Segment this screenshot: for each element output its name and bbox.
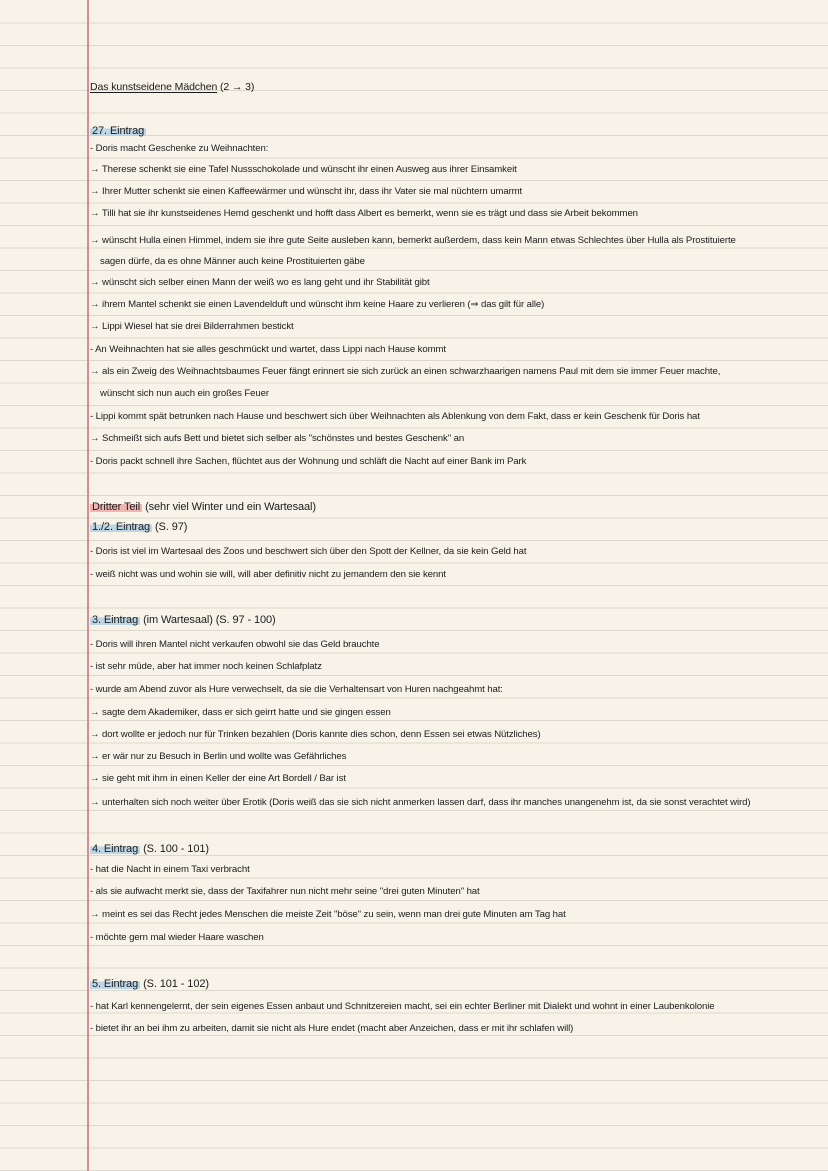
section-pages: (S. 100 - 101) [143,843,209,855]
note-line: → Ihrer Mutter schenkt sie einen Kaffeewärmer und wünscht ihr, dass ihr Vater sie mal nüchtern umarmt [90,186,523,197]
note-line: - Doris will ihren Mantel nicht verkaufen obwohl sie das Geld brauchte [90,639,380,650]
section-pages: (S. 97) [154,521,188,533]
part-subtitle: (sehr viel Winter und ein Wartesaal) [145,501,316,513]
note-line: sagen dürfe, da es ohne Männer auch keine Prostituierten gäbe [100,256,365,267]
note-line: - Doris macht Geschenke zu Weihnachten: [90,143,269,154]
note-line: → ihrem Mantel schenkt sie einen Lavendelduft und wünscht ihm keine Haare zu verlieren (⇒ das gilt für alle) [90,299,545,310]
note-line: → Schmeißt sich aufs Bett und bietet sich selber als "schönstes und bestes Geschenk" an [90,433,465,444]
page-title [90,80,254,94]
note-line: - wurde am Abend zuvor als Hure verwechselt, da sie die Verhaltensart von Huren nachgeahmt hat: [90,684,503,695]
page-title-suffix: (2 → 3) [220,81,255,93]
note-line: - hat die Nacht in einem Taxi verbracht [90,864,250,875]
note-line: → wünscht Hulla einen Himmel, indem sie ihre gute Seite ausleben kann, bemerkt außerdem, dass kein Mann etwas Schlechtes über Hulla als Prostituierte [90,235,736,246]
note-line: - Doris ist viel im Wartesaal des Zoos und beschwert sich über den Spott der Kellner, da sie kein Geld hat [90,546,527,557]
note-line: → dort wollte er jedoch nur für Trinken bezahlen (Doris kannte dies schon, denn Essen sei etwas Nützliches) [90,729,541,740]
note-line: → Tilli hat sie ihr kunstseidenes Hemd geschenkt und hofft dass Albert es bemerkt, wenn sie es trägt und dass sie Arbeit bekommen [90,208,638,219]
note-line: → Lippi Wiesel hat sie drei Bilderrahmen bestickt [90,321,294,332]
note-line: → er wär nur zu Besuch in Berlin und wollte was Gefährliches [90,751,347,762]
note-line: - bietet ihr an bei ihm zu arbeiten, damit sie nicht als Hure endet (macht aber Anzeichen, dass er mit ihr schlafen will) [90,1023,574,1034]
section-heading-1-2-text: 1./2. Eintrag [92,521,151,533]
note-line: → Therese schenkt sie eine Tafel Nussschokolade und wünscht ihr einen Ausweg aus ihrer Einsamkeit [90,164,517,175]
section-heading-4 [90,842,209,856]
note-line: → wünscht sich selber einen Mann der weiß wo es lang geht und ihr Stabilität gibt [90,277,430,288]
note-line: - ist sehr müde, aber hat immer noch keinen Schlafplatz [90,661,322,672]
note-line: - An Weihnachten hat sie alles geschmückt und wartet, dass Lippi nach Hause kommt [90,344,446,355]
note-line: → meint es sei das Recht jedes Menschen die meiste Zeit "böse" zu sein, wenn man drei gute Minuten am Tag hat [90,909,566,920]
part-heading-text: Dritter Teil [92,501,141,513]
section-heading-5 [90,977,209,991]
section-pages: (S. 101 - 102) [143,978,209,990]
section-heading-5-text: 5. Eintrag [92,978,139,990]
section-heading-27-text: 27. Eintrag [92,125,145,137]
note-line: → als ein Zweig des Weihnachtsbaumes Feuer fängt erinnert sie sich zurück an einen schwarzhaarigen namens Paul mit dem sie immer Feuer machte, [90,366,721,377]
margin-line [87,0,89,1171]
note-line: → sie geht mit ihm in einen Keller der eine Art Bordell / Bar ist [90,773,346,784]
note-line: → sagte dem Akademiker, dass er sich geirrt hatte und sie gingen essen [90,707,391,718]
section-heading-1-2 [90,520,187,534]
part-heading [90,500,316,514]
section-pages: (S. 97 - 100) [215,614,276,626]
section-heading-4-text: 4. Eintrag [92,843,139,855]
note-line: wünscht sich nun auch ein großes Feuer [100,388,269,399]
note-line: - möchte gern mal wieder Haare waschen [90,932,264,943]
section-heading-3 [90,613,276,627]
note-line: - weiß nicht was und wohin sie will, will aber definitiv nicht zu jemandem den sie kennt [90,569,446,580]
note-line: - hat Karl kennengelernt, der sein eigenes Essen anbaut und Schnitzereien macht, sei ein echter Berliner mit Dialekt und wohnt in einer Laubenkolonie [90,1001,715,1012]
note-line: → unterhalten sich noch weiter über Erotik (Doris weiß das sie sich nicht anmerken lassen darf, dass ihr manches unangenehm ist, da sie sonst verachtet wird) [90,797,751,808]
note-line: - Lippi kommt spät betrunken nach Hause und beschwert sich über Weihnachten als Ablenkung von dem Fakt, dass er kein Geschenk für Doris hat [90,411,700,422]
note-line: - Doris packt schnell ihre Sachen, flüchtet aus der Wohnung und schläft die Nacht auf einer Bank im Park [90,456,527,467]
section-heading-3-text: 3. Eintrag [92,614,139,626]
note-line: - als sie aufwacht merkt sie, dass der Taxifahrer nun nicht mehr seine "drei guten Minuten" hat [90,886,480,897]
page-title-text: Das kunstseidene Mädchen [90,81,218,93]
section-context: (im Wartesaal) [143,614,213,626]
section-heading-27 [90,124,146,138]
